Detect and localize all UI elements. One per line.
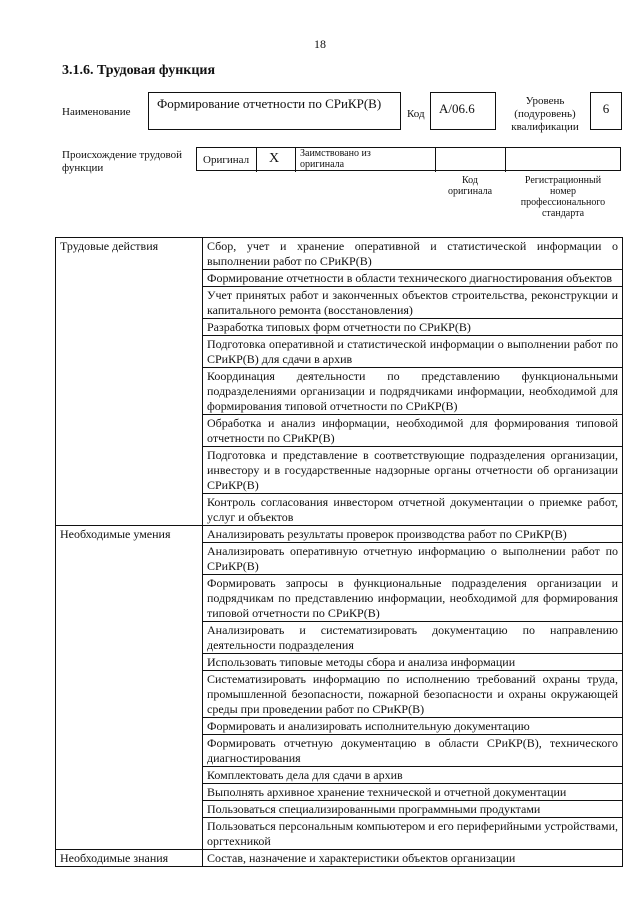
labor-actions-item: Формирование отчетности в области технического диагностирования объектов	[203, 270, 623, 287]
borrowed-label	[300, 148, 371, 170]
required-skills-item: Комплектовать дела для сдачи в архив	[203, 767, 623, 784]
labor-actions-item: Подготовка и представление в соответствующие подразделения организации, инвестору и в государственные надзорные органы отчетности об организации СРиКР(В)	[203, 447, 623, 494]
required-skills-item: Формировать и анализировать исполнительную документацию	[203, 718, 623, 735]
level-label-line-1: Уровень	[525, 95, 565, 107]
labor-actions-item: Учет принятых работ и законченных объектов строительства, реконструкции и капитального ремонта (восстановления)	[203, 287, 623, 319]
registration-caption-line-2: номер	[550, 186, 576, 197]
function-name-field: Формирование отчетности по СРиКР(В)	[148, 92, 401, 130]
registration-caption-line-3: профессионального	[520, 197, 606, 208]
level-label-line-2: (подуровень)	[514, 108, 576, 120]
origin-label-line-2: функции	[62, 162, 104, 174]
original-code-caption	[435, 175, 505, 197]
labor-actions-item: Сбор, учет и хранение оперативной и статистической информации о выполнении работ по СРиКР(В)	[203, 238, 623, 270]
code-label: Код	[407, 108, 425, 120]
labor-actions-item: Разработка типовых форм отчетности по СРиКР(В)	[203, 319, 623, 336]
labor-actions-item: Координация деятельности по представлению функциональными подразделениями организации и подрядчиками информации, необходимой для формирования типовой отчетности по СРиКР(В)	[203, 368, 623, 415]
origin-label-line-1: Происхождение трудовой	[62, 149, 183, 161]
required-skills-item: Анализировать оперативную отчетную информацию о выполнении работ по СРиКР(В)	[203, 543, 623, 575]
registration-number-cell	[506, 148, 622, 172]
level-label-line-3: квалификации	[511, 121, 579, 133]
registration-caption-line-4: стандарта	[541, 208, 585, 219]
borrowed-label-line-2: оригинала	[300, 159, 345, 170]
registration-caption-line-1: Регистрационный	[524, 175, 602, 186]
original-mark: X	[269, 151, 280, 166]
required-knowledge-row	[56, 850, 623, 867]
required-skills-item: Анализировать результаты проверок производства работ по СРиКР(В)	[203, 526, 623, 543]
labor-actions-label: Трудовые действия	[56, 238, 203, 526]
level-label	[505, 95, 585, 134]
registration-number-caption	[505, 175, 621, 219]
page-number: 18	[314, 37, 326, 51]
original-code-caption-line-1: Код	[462, 175, 478, 186]
labor-actions-item: Контроль согласования инвестором отчетной документации о приемке работ, услуг и объектов	[203, 494, 623, 526]
borrowed-label-line-1: Заимствовано из	[300, 148, 371, 159]
required-skills-item: Выполнять архивное хранение технической и отчетной документации	[203, 784, 623, 801]
original-label: Оригинал	[203, 154, 250, 166]
required-skills-label: Необходимые умения	[56, 526, 203, 850]
required-knowledge-label: Необходимые знания	[56, 850, 203, 867]
borrowed-cell	[296, 148, 436, 172]
required-skills-item: Пользоваться специализированными программными продуктами	[203, 801, 623, 818]
required-skills-item: Пользоваться персональным компьютером и его периферийными устройствами, оргтехникой	[203, 818, 623, 850]
origin-row	[196, 147, 621, 171]
level-field: 6	[590, 92, 622, 130]
function-details-table	[55, 237, 623, 867]
original-cell	[197, 148, 257, 172]
required-skills-item: Использовать типовые методы сбора и анализа информации	[203, 654, 623, 671]
required-skills-row	[56, 526, 623, 543]
required-skills-item: Формировать отчетную документацию в области СРиКР(В), технического диагностирования	[203, 735, 623, 767]
original-mark-cell	[257, 148, 296, 172]
required-skills-item: Систематизировать информацию по исполнению требований охраны труда, промышленной безопасности, пожарной безопасности и охраны окружающей среды при проведении работ по СРиКР(В)	[203, 671, 623, 718]
required-knowledge-item: Состав, назначение и характеристики объектов организации	[203, 850, 623, 867]
labor-actions-row	[56, 238, 623, 270]
original-code-caption-line-2: оригинала	[447, 186, 493, 197]
origin-label	[62, 149, 182, 175]
code-field: А/06.6	[430, 92, 496, 130]
required-skills-item: Анализировать и систематизировать документацию по направлению деятельности подразделения	[203, 622, 623, 654]
section-title: 3.1.6. Трудовая функция	[62, 63, 216, 78]
labor-actions-item: Обработка и анализ информации, необходимой для формирования типовой отчетности по СРиКР(В)	[203, 415, 623, 447]
labor-actions-item: Подготовка оперативной и статистической информации о выполнении работ по СРиКР(В) для сдачи в архив	[203, 336, 623, 368]
original-code-cell	[436, 148, 506, 172]
name-label: Наименование	[62, 106, 131, 118]
required-skills-item: Формировать запросы в функциональные подразделения организации и подрядчикам по представлению информации, необходимой для формирования типовой отчетности по СРиКР(В)	[203, 575, 623, 622]
